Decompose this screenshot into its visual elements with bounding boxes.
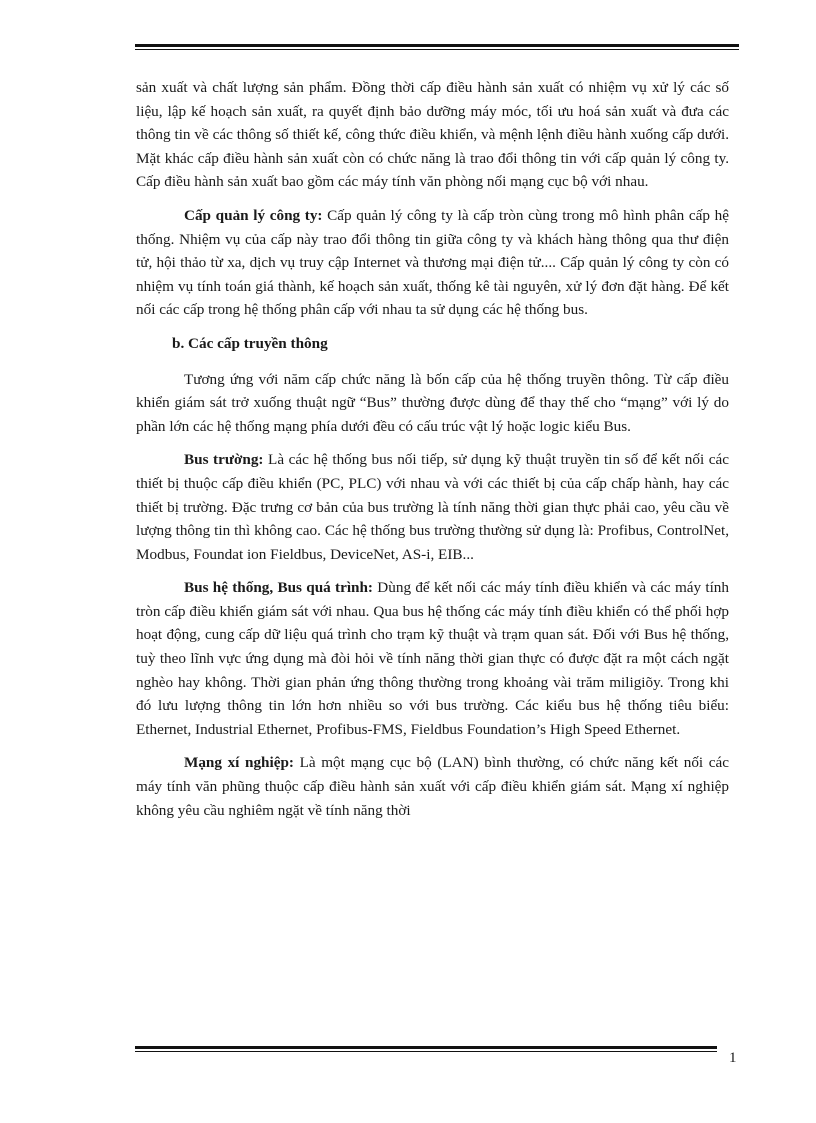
page-body xyxy=(136,76,729,832)
page-number: 1 xyxy=(729,1050,737,1066)
term-enterprise-network: Mạng xí nghiệp: xyxy=(184,754,294,772)
paragraph-field-bus-text: Là các hệ thống bus nối tiếp, sử dụng kỹ thuật truyền tin số để kết nối các thiết bị thuộc cấp điều khiển (PC, PLC) với nhau và với các thiết bị của cấp chấp hành, hay các thiết bị trường. Đặc trưng cơ bản của bus trường là tính năng thời gian thực phải cao, yêu cầu về lượng thông tin thì không cao. Các hệ thống bus trường thường sử dụng là: Profibus, ControlNet, Modbus, Foundat ion Fieldbus, DeviceNet, AS-i, EIB... xyxy=(136,451,729,563)
paragraph-continuation: sản xuất và chất lượng sản phẩm. Đồng thời cấp điều hành sản xuất có nhiệm vụ xử lý các số liệu, lập kế hoạch sản xuất, ra quyết định bảo dưỡng máy móc, tối ưu hoá sản xuất và đưa các thông tin về các thông số thiết kế, công thức điều khiển, và mệnh lệnh điều hành xuống cấp dưới. Mặt khác cấp điều hành sản xuất còn có chức năng là trao đổi thông tin với cấp quản lý công ty. Cấp điều hành sản xuất bao gồm các máy tính văn phòng nối mạng cục bộ với nhau. xyxy=(136,79,729,191)
term-system-bus: Bus hệ thống, Bus quá trình: xyxy=(184,579,373,597)
section-heading: b. Các cấp truyền thông xyxy=(172,334,328,352)
paragraph-enterprise-network-text: Là một mạng cục bộ (LAN) bình thường, có chức năng kết nối các máy tính văn phũng thuộc cấp điều hành sản xuất với cấp điều khiển giám sát. Mạng xí nghiệp không yêu cầu nghiêm ngặt về tính năng thời xyxy=(136,754,729,819)
footer-rule xyxy=(135,1046,717,1052)
paragraph-system-bus xyxy=(136,576,729,741)
paragraph-enterprise-network xyxy=(136,751,729,822)
paragraph-company-level xyxy=(136,204,729,322)
header-rule xyxy=(135,44,739,50)
term-field-bus: Bus trường: xyxy=(184,451,264,469)
paragraph-communication-levels: Tương ứng với năm cấp chức năng là bốn cấp của hệ thống truyền thông. Từ cấp điều khiển giám sát trở xuống thuật ngữ “Bus” thường được dùng để thay thế cho “mạng” với lý do phần lớn các hệ thống mạng phía dưới đều có cấu trúc vật lý hoặc logic kiểu Bus. xyxy=(136,370,729,435)
term-company-level: Cấp quản lý công ty: xyxy=(184,206,323,224)
paragraph-company-level-text: Cấp quản lý công ty là cấp tròn cùng trong mô hình phân cấp hệ thống. Nhiệm vụ của cấp này trao đổi thông tin giữa công ty và khách hàng thông qua thư điện tử, hội thảo từ xa, dịch vụ truy cập Internet và thương mại điện tử.... Cấp quản lý công ty còn có nhiệm vụ tính toán giá thành, kế hoạch sản xuất, thống kê tài nguyên, xử lý đơn đặt hàng. Để kết nối các cấp trong hệ thống phân cấp với nhau ta sử dụng các hệ thống bus. xyxy=(136,206,729,319)
paragraph-system-bus-text: Dùng để kết nối các máy tính điều khiển và các máy tính tròn cấp điều khiển giám sát với nhau. Qua bus hệ thống các máy tính điều khiển có thể phối hợp hoạt động, cung cấp dữ liệu quá trình cho trạm kỹ thuật và trạm quan sát. Đối với Bus hệ thống, tuỳ theo lĩnh vực ứng dụng mà đòi hỏi về tính năng thời gian thực có được đặt ra một cách ngặt nghèo hay không. Thời gian phản ứng thông thường trong khoảng vài trăm miligiõy. Trong khi đó lưu lượng thông tin lớn hơn nhiều so với bus trường. Các kiểu bus hệ thống tiêu biểu: Ethernet, Industrial Ethernet, Profibus-FMS, Fieldbus Foundation’s High Speed Ethernet. xyxy=(136,579,729,738)
paragraph-field-bus xyxy=(136,448,729,566)
